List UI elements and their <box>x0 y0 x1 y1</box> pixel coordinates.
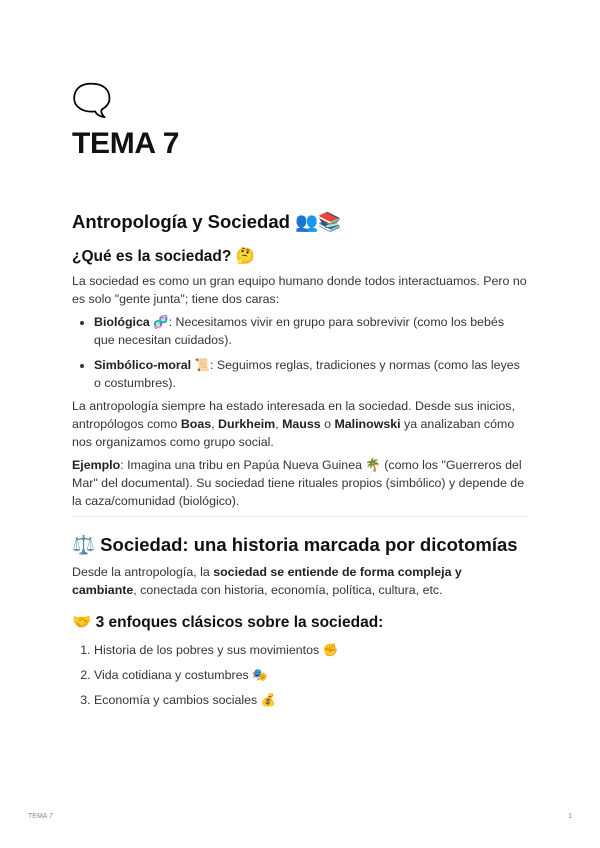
page-number: 1 <box>568 813 572 820</box>
list-item: 3. Economía y cambios sociales 💰 <box>94 691 528 709</box>
speech-bubble-icon: 🗨️ <box>72 82 112 118</box>
author-boas: Boas <box>180 417 212 431</box>
author-mauss: Mauss <box>282 417 321 431</box>
bullet-list <box>72 313 528 392</box>
list-item <box>94 313 528 349</box>
numbered-list <box>72 641 528 709</box>
bullet-text: : Seguimos reglas, tradiciones y normas (como las leyes o costumbres). <box>94 358 520 390</box>
bullet-term: Biológica 🧬 <box>94 315 169 329</box>
section-heading-dicotomias: ⚖️ Sociedad: una historia marcada por dicotomías <box>72 534 518 555</box>
bullet-term: Simbólico-moral 📜 <box>94 358 210 372</box>
list-item <box>94 356 528 392</box>
intro-paragraph: La sociedad es como un gran equipo humano donde todos interactuamos. Pero no es solo "gente junta"; tiene dos caras: <box>72 274 527 306</box>
example-label: Ejemplo <box>72 458 121 472</box>
subheading-que-es-sociedad: ¿Qué es la sociedad? 🤔 <box>72 248 255 265</box>
subheading-enfoques: 🤝 3 enfoques clásicos sobre la sociedad: <box>72 614 384 631</box>
list-item: 1. Historia de los pobres y sus movimientos ✊ <box>94 641 528 659</box>
list-item: 2. Vida cotidiana y costumbres 🎭 <box>94 666 528 684</box>
bullet-text: : Necesitamos vivir en grupo para sobrevivir (como los bebés que necesitan cuidados). <box>94 315 505 347</box>
section-heading-antropologia: Antropología y Sociedad 👥📚 <box>72 211 342 232</box>
complex-society-paragraph: Desde la antropología, la sociedad se entiende de forma compleja y cambiante, conectada con historia, economía, política, cultura, etc. <box>72 565 462 597</box>
author-durkheim: Durkheim <box>218 417 276 431</box>
footer-title: TEMA 7 <box>28 813 53 820</box>
divider <box>72 516 528 517</box>
bold-phrase: sociedad se entiende de forma compleja y cambiante <box>72 565 462 597</box>
document-page <box>72 80 528 716</box>
example-paragraph: Ejemplo: Imagina una tribu en Papúa Nueva Guinea 🌴 (como los "Guerreros del Mar" del documental). Su sociedad tiene rituales propios (simbólico) y depende de la caza/comunidad (biológico). <box>72 458 525 508</box>
page-title: TEMA 7 <box>72 127 180 160</box>
history-paragraph: La antropología siempre ha estado interesada en la sociedad. Desde sus inicios, antropólogos como Boas, Durkheim, Mauss o Malinowski ya analizaban cómo nos organizamos como grupo social. <box>72 399 515 449</box>
author-malinowski: Malinowski <box>334 417 401 431</box>
